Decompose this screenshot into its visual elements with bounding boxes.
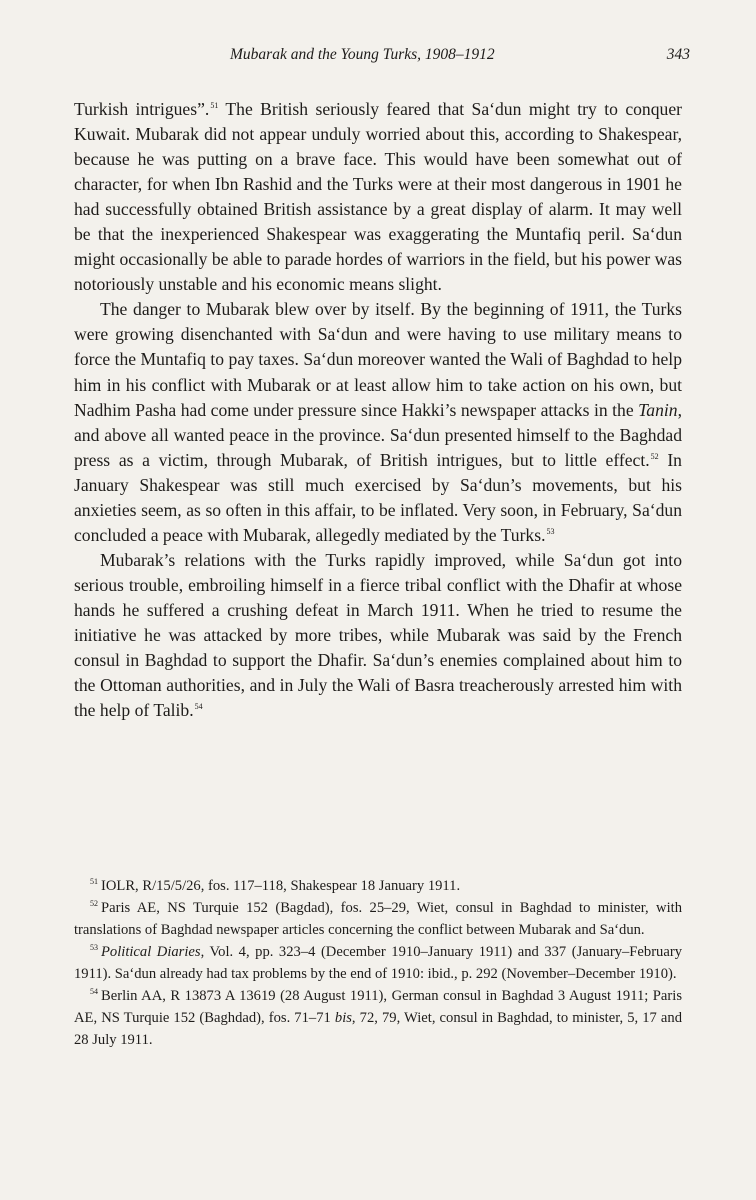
footnote-text: Berlin AA, R 13873 A 13619 (28 August 1911), German consul in Baghdad 3 August 1911; Paris AE, NS Turquie 152 (Baghdad), fos. 71–71 [74,988,682,1026]
text-run: Mubarak’s relations with the Turks rapidly improved, while Sa‘dun got into serious trouble, embroiling himself in a fierce tribal conflict with the Dhafir at whose hands he suffered a crushing defeat in March 1911. When he tried to resume the initiative he was attacked by more tribes, while Mubarak was said by the French consul in Baghdad to support the Dhafir. Sa‘dun’s enemies complained about him to the Ottoman authorities, and in July the Wali of Basra treacherously arrested him with the help of Talib. [74,549,682,721]
footnote-text: IOLR, R/15/5/26, fos. 117–118, Shakespear 18 January 1911. [101,878,461,894]
text-run: , and above all wanted peace in the province. Sa‘dun presented himself to the Baghdad press as a victim, through Mubarak, of British intrigues, but to little effect. [74,399,682,470]
text-run: In January Shakespear was still much exercised by Sa‘dun’s movements, but his anxieties seem, as so often in this affair, to be inflated. Very soon, in February, Sa‘dun concluded a peace with Mubarak, allegedly mediated by the Turks. [74,449,682,545]
footnote-text: Paris AE, NS Turquie 152 (Bagdad), fos. 25–29, Wiet, consul in Baghdad to minister, with translations of Baghdad newspaper articles concerning the conflict between Mubarak and Sa‘dun. [74,900,682,938]
footnote-text: , Vol. 4, pp. 323–4 (December 1910–January 1911) and 337 (January–February 1911). Sa‘dun already had tax problems by the end of 1910: ibid., p. 292 (November–December 1910). [74,944,682,982]
footnote-number: 52 [90,899,98,908]
text-run: Turkish intrigues”. [74,99,210,119]
footnote-51 [74,875,682,897]
paragraph-1 [74,97,682,297]
footnote-ref-51[interactable]: 51 [210,101,219,110]
running-head-title: Mubarak and the Young Turks, 1908–1912 [230,46,495,63]
body-text [74,97,682,723]
paragraph-3 [74,548,682,723]
footnote-number: 53 [90,943,98,952]
footnote-54 [74,985,682,1051]
text-run: The British seriously feared that Sa‘dun might try to conquer Kuwait. Mubarak did not appear unduly worried about this, according to Shakespear, because he was putting on a brave face. This would have been somewhat out of character, for when Ibn Rashid and the Turks were at their most dangerous in 1901 he had successfully obtained British assistance by a great display of alarm. It may well be that the inexperienced Shakespear was exaggerating the Muntafiq peril. Sa‘dun might occasionally be able to parade hordes of warriors in the field, but his power was notoriously unstable and his economic means slight. [74,99,682,295]
page-number: 343 [666,46,690,63]
footnote-text: , 72, 79, Wiet, consul in Baghdad, to minister, 5, 17 and 28 July 1911. [74,1010,682,1048]
footnote-ref-52[interactable]: 52 [650,451,659,461]
footnote-52 [74,897,682,941]
text-run: The danger to Mubarak blew over by itself. By the beginning of 1911, the Turks were growing disenchanted with Sa‘dun and were having to use military means to force the Muntafiq to pay taxes. Sa‘dun moreover wanted the Wali of Baghdad to help him in his conflict with Mubarak or at least allow him to take action on his own, but Nadhim Pasha had come under pressure since Hakki’s newspaper attacks in the [74,299,682,420]
footnote-ref-54[interactable]: 54 [194,702,203,712]
footnote-number: 51 [90,877,98,886]
footnotes [74,875,682,1051]
paragraph-2 [74,297,682,547]
footnote-53 [74,941,682,985]
footnote-italic-bis: bis [334,1010,352,1026]
footnote-number: 54 [90,987,98,996]
footnote-source-title: Political Diaries [101,944,201,960]
newspaper-title-tanin: Tanin [638,399,678,420]
footnote-ref-53[interactable]: 53 [546,526,555,536]
